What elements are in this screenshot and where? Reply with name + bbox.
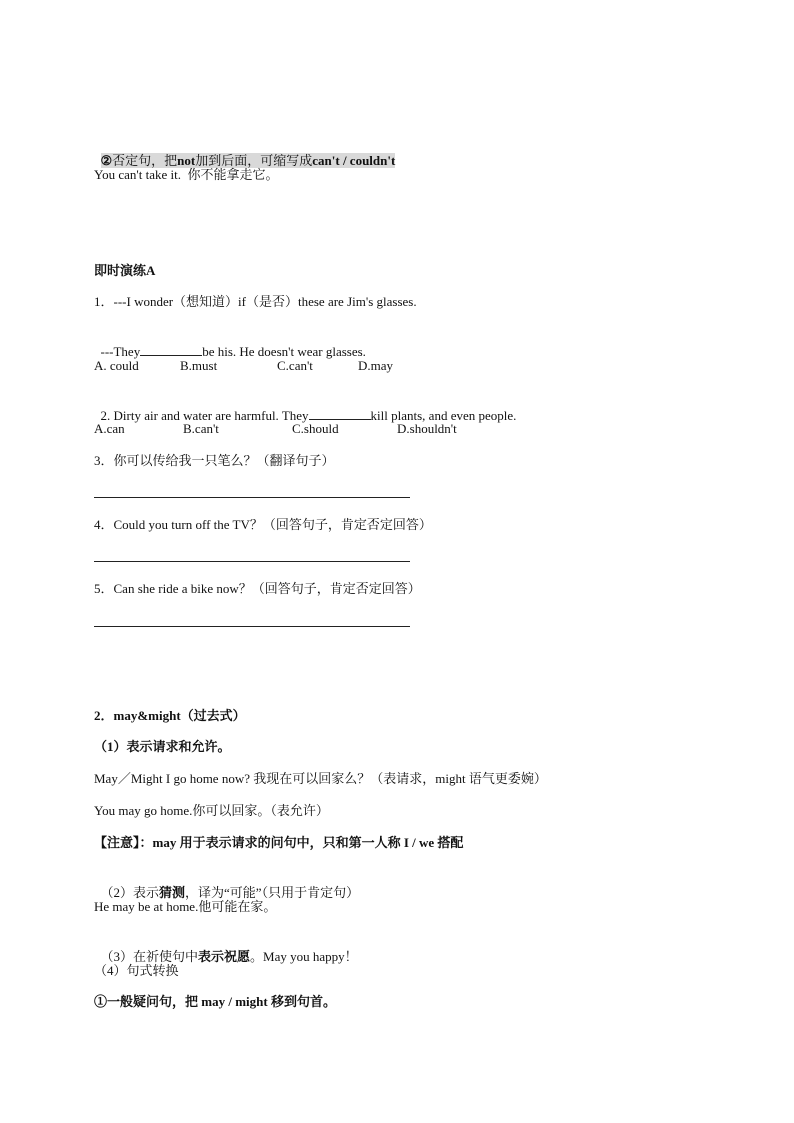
may-subheading-2 [94,866,359,902]
rule-number: ② [100,153,113,168]
q1-option-d[interactable]: D.may [358,358,394,373]
q1-option-b[interactable]: B.must [180,358,218,373]
q2-prefix: 2. Dirty air and water are harmful. They [100,408,309,423]
s2-suffix: ，译为“可能”（只用于肯定句） [185,885,360,900]
q2-option-b[interactable]: B.can't [183,421,219,436]
may-note: 【注意】：may 用于表示请求的问句中，只和第一人称 I / we 搭配 [94,835,464,850]
q1-prefix: ---They [100,344,141,359]
q3-answer-line[interactable] [94,497,410,498]
q2-suffix: kill plants, and even people. [370,408,517,423]
s2-prefix: （2）表示 [100,885,160,900]
may-example-3: He may be at home.他可能在家。 [94,899,277,914]
question-1-line-2 [94,325,366,361]
q1-option-c[interactable]: C.can't [277,358,313,373]
may-example-2: You may go home.你可以回家。（表允许） [94,803,329,818]
may-rule-item: ①一般疑问句，把 may / might 移到句首。 [94,994,336,1009]
q4-answer-line[interactable] [94,561,410,562]
q2-option-a[interactable]: A.can [94,421,125,436]
s3-keyword: 表示祝愿 [198,949,251,964]
may-subheading-4: （4）句式转换 [94,963,179,978]
q2-option-d[interactable]: D.shouldn't [397,421,457,436]
s2-keyword: 猜测 [159,885,186,900]
q1-suffix: be his. He doesn't wear glasses. [202,344,366,359]
s3-suffix: 。May you happy！ [250,949,358,964]
q5-answer-line[interactable] [94,626,410,627]
may-subheading-3 [94,930,358,966]
rule-keyword-cant: can't / couldn't [312,153,396,168]
rule-keyword-not: not [177,153,196,168]
q2-answer-blank[interactable] [309,407,371,420]
negative-rule [94,134,395,170]
question-3: 3．你可以传给我一只笔么？（翻译句子） [94,453,335,468]
may-subheading-1: （1）表示请求和允许。 [94,739,231,754]
q2-option-c[interactable]: C.should [292,421,339,436]
q1-answer-blank[interactable] [140,343,202,356]
question-5: 5．Can she ride a bike now？（回答句子，肯定否定回答） [94,581,421,596]
question-4: 4．Could you turn off the TV？（回答句子，肯定否定回答） [94,517,432,532]
rule-text-1: 否定句，把 [112,153,178,168]
q1-option-a[interactable]: A. could [94,358,139,373]
question-1: 1．---I wonder（想知道）if（是否）these are Jim's glasses. [94,294,417,309]
may-heading: 2．may&might（过去式） [94,708,246,723]
negative-example: You can't take it. 你不能拿走它。 [94,167,279,182]
rule-text-2: 加到后面，可缩写成 [195,153,313,168]
practice-heading: 即时演练A [94,263,156,278]
s3-prefix: （3）在祈使句中 [100,949,199,964]
may-example-1: May／Might I go home now? 我现在可以回家么？（表请求，might 语气更委婉） [94,771,547,786]
